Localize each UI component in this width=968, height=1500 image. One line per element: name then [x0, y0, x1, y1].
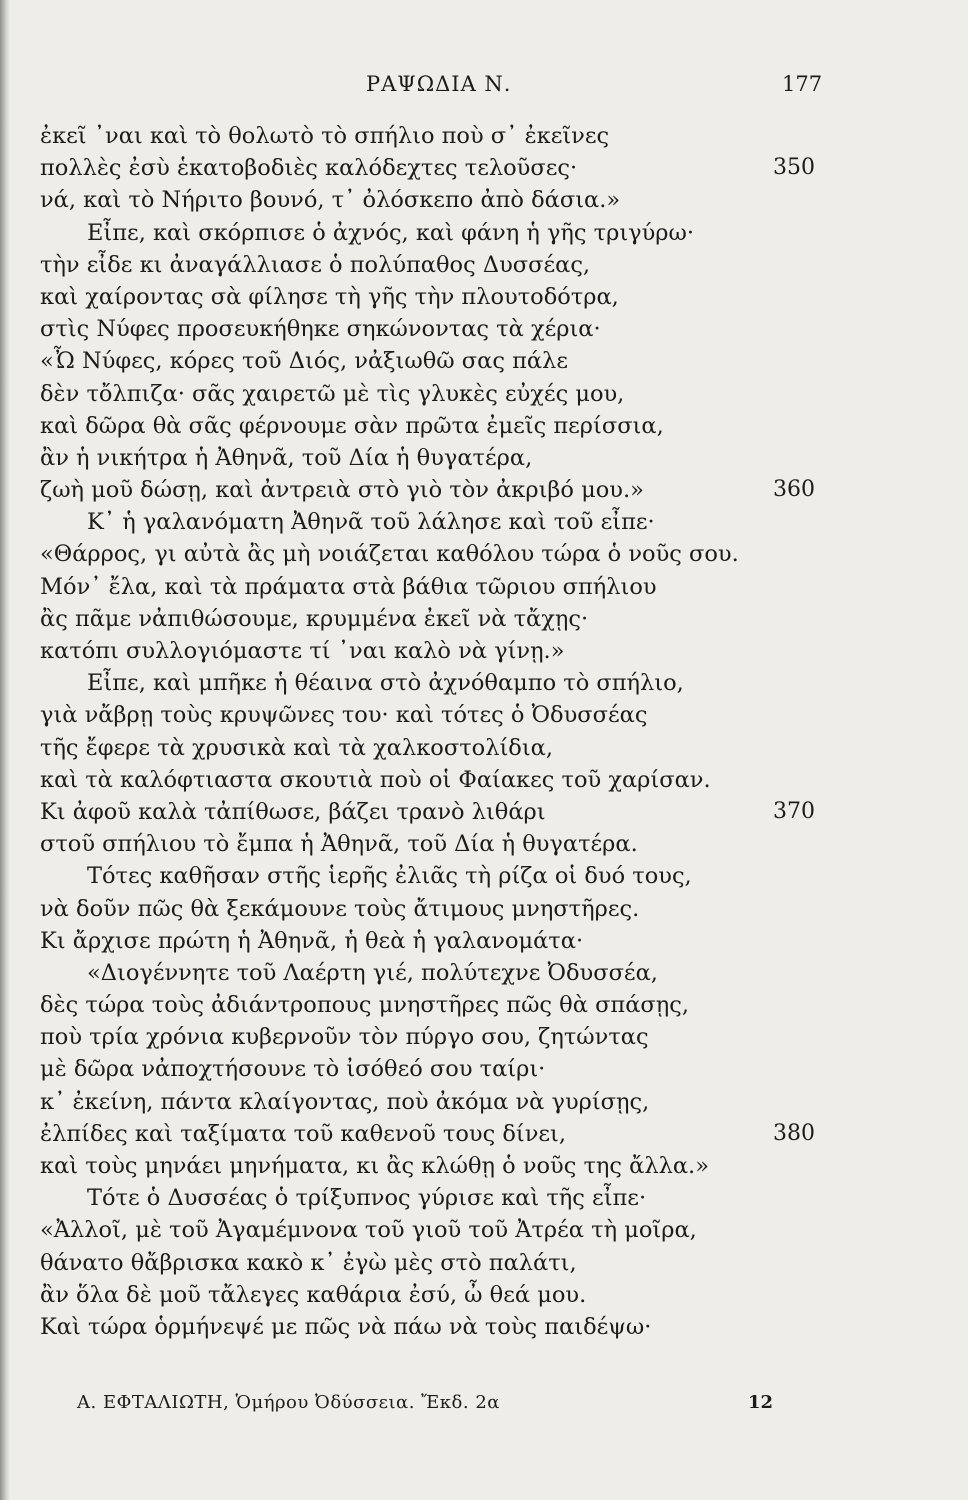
- verse-text: Τότες καθῆσαν στῆς ἱερῆς ἐλιᾶς τὴ ρίζα οἱ δυό τους,: [87, 863, 692, 890]
- verse-line: [40, 860, 820, 892]
- verse-text: νὰ δοῦν πῶς θὰ ξεκάμουνε τοὺς ἄτιμους μνηστῆρες.: [40, 895, 640, 922]
- line-number: 360: [773, 477, 815, 503]
- verse-text: ἂν ἡ νικήτρα ἡ Ἀθηνᾶ, τοῦ Δία ἡ θυγατέρα,: [40, 444, 533, 471]
- verse-line: [40, 635, 820, 667]
- verse-text: πολλὲς ἐσὺ ἑκατοβοδιὲς καλόδεχτες τελοῦσες·: [40, 155, 578, 182]
- page-footer: [0, 1392, 968, 1422]
- verse-text: Εἶπε, καὶ σκόρπισε ὁ ἀχνός, καὶ φάνη ἡ γῆς τριγύρω·: [87, 219, 695, 246]
- verse-line: [40, 1182, 820, 1214]
- verse-line: [40, 1279, 820, 1311]
- verse-text: νά, καὶ τὸ Νήριτο βουνό, τ᾿ ὀλόσκεπο ἀπὸ δάσια.»: [40, 187, 621, 214]
- verse-text: καὶ δῶρα θὰ σᾶς φέρνουμε σὰν πρῶτα ἐμεῖς περίσσια,: [40, 412, 664, 439]
- verse-line: [40, 184, 820, 216]
- verse-text: Καὶ τώρα ὁρμήνεψέ με πῶς νὰ πάω νὰ τοὺς παιδέψω·: [40, 1313, 652, 1340]
- verse-line: [40, 378, 820, 410]
- verse-text: ἂς πᾶμε νἀπιθώσουμε, κρυμμένα ἐκεῖ νὰ τἄχῃς·: [40, 605, 589, 632]
- verse-line: [40, 1021, 820, 1053]
- verse-body: [40, 120, 820, 1343]
- verse-line: [40, 249, 820, 281]
- verse-line: [40, 120, 820, 152]
- verse-text: Μόν᾿ ἔλα, καὶ τὰ πράματα στὰ βάθια τῶριου σπήλιου: [40, 573, 657, 600]
- verse-line: [40, 1086, 820, 1118]
- signature-mark: 12: [748, 1392, 774, 1413]
- verse-line: [40, 152, 820, 184]
- verse-text: Κ᾿ ἡ γαλανόματη Ἀθηνᾶ τοῦ λάλησε καὶ τοῦ εἶπε·: [87, 509, 655, 536]
- verse-line: [40, 1214, 820, 1246]
- verse-text: ἐκεῖ ᾿ναι καὶ τὸ θολωτὸ τὸ σπήλιο ποὺ σ᾿ ἐκεῖνες: [40, 123, 610, 149]
- page-number: 177: [782, 72, 823, 96]
- verse-text: «Ὦ Νύφες, κόρες τοῦ Διός, νἀξιωθῶ σας πάλε: [40, 348, 568, 375]
- verse-text: στοῦ σπήλιου τὸ ἔμπα ἡ Ἀθηνᾶ, τοῦ Δία ἡ θυγατέρα.: [40, 831, 638, 858]
- verse-line: [40, 732, 820, 764]
- verse-text: καὶ χαίροντας σὰ φίλησε τὴ γῆς τὴν πλουτοδότρα,: [40, 283, 619, 310]
- verse-text: «Θάρρος, γι αὐτὰ ἂς μὴ νοιάζεται καθόλου τώρα ὁ νοῦς σου.: [40, 541, 739, 568]
- verse-text: Κι ἄρχισε πρώτη ἡ Ἀθηνᾶ, ἡ θεὰ ἡ γαλανομάτα·: [40, 927, 584, 954]
- verse-text: Τότε ὁ Δυσσέας ὁ τρίξυπνος γύρισε καὶ τῆς εἶπε·: [87, 1185, 647, 1212]
- verse-text: «Διογέννητε τοῦ Λαέρτη γιέ, πολύτεχνε Ὀδυσσέα,: [87, 959, 658, 986]
- verse-text: θάνατο θἄβρισκα κακὸ κ᾿ ἐγὼ μὲς στὸ παλάτι,: [40, 1249, 577, 1276]
- footer-credit: Α. ΕΦΤΑΛΙΩΤΗ, Ὁμήρου Ὀδύσσεια. Ἔκδ. 2α: [77, 1392, 500, 1413]
- verse-line: [40, 571, 820, 603]
- verse-line: [40, 989, 820, 1021]
- line-number: 350: [773, 155, 815, 181]
- verse-line: [40, 217, 820, 249]
- verse-text: «Ἀλλοῖ, μὲ τοῦ Ἀγαμέμνονα τοῦ γιοῦ τοῦ Ἀτρέα τὴ μοῖρα,: [40, 1217, 697, 1244]
- binding-gutter: [0, 0, 10, 1500]
- verse-line: [40, 957, 820, 989]
- verse-text: γιὰ νἄβρῃ τοὺς κρυψῶνες του· καὶ τότες ὁ Ὀδυσσέας: [40, 702, 648, 729]
- verse-line: [40, 893, 820, 925]
- verse-text: ζωὴ μοῦ δώσῃ, καὶ ἀντρειὰ στὸ γιὸ τὸν ἀκριβό μου.»: [40, 477, 644, 504]
- verse-line: [40, 1150, 820, 1182]
- verse-line: [40, 764, 820, 796]
- verse-text: ἂν ὅλα δὲ μοῦ τἄλεγες καθάρια ἐσύ, ὦ θεά μου.: [40, 1281, 587, 1308]
- running-head: ΡΑΨΩΔΙΑ Ν.: [366, 72, 512, 96]
- verse-line: [40, 506, 820, 538]
- verse-text: τῆς ἔφερε τὰ χρυσικὰ καὶ τὰ χαλκοστολίδια,: [40, 734, 553, 761]
- verse-text: δὲς τώρα τοὺς ἀδιάντροπους μνηστῆρες πῶς θὰ σπάσῃς,: [40, 992, 690, 1019]
- verse-line: [40, 828, 820, 860]
- verse-text: Κι ἀφοῦ καλὰ τἀπίθωσε, βάζει τρανὸ λιθάρι: [40, 798, 546, 825]
- verse-text: ποὺ τρία χρόνια κυβερνοῦν τὸν πύργο σου, ζητώντας: [40, 1024, 649, 1051]
- verse-line: [40, 281, 820, 313]
- line-number: 380: [773, 1120, 815, 1146]
- verse-line: [40, 1053, 820, 1085]
- verse-text: δὲν τὄλπιζα· σᾶς χαιρετῶ μὲ τὶς γλυκὲς εὐχές μου,: [40, 380, 625, 407]
- verse-line: [40, 538, 820, 570]
- verse-line: [40, 410, 820, 442]
- line-number: 370: [773, 798, 815, 824]
- verse-text: στὶς Νύφες προσευκήθηκε σηκώνοντας τὰ χέρια·: [40, 316, 601, 343]
- verse-line: [40, 442, 820, 474]
- verse-line: [40, 796, 820, 828]
- verse-text: καὶ τὰ καλόφτιαστα σκουτιὰ ποὺ οἱ Φαίακες τοῦ χαρίσαν.: [40, 766, 711, 793]
- verse-text: Εἶπε, καὶ μπῆκε ἡ θέαινα στὸ ἀχνόθαμπο τὸ σπήλιο,: [87, 670, 684, 697]
- page-header: [0, 72, 968, 112]
- verse-text: κατόπι συλλογιόμαστε τί ᾿ναι καλὸ νὰ γίνῃ.»: [40, 638, 565, 664]
- verse-line: [40, 313, 820, 345]
- verse-line: [40, 667, 820, 699]
- verse-text: ἐλπίδες καὶ ταξίματα τοῦ καθενοῦ τους δίνει,: [40, 1120, 567, 1147]
- verse-line: [40, 603, 820, 635]
- verse-line: [40, 1311, 820, 1343]
- verse-line: [40, 1247, 820, 1279]
- verse-text: μὲ δῶρα νἀποχτήσουνε τὸ ἰσόθεό σου ταίρι·: [40, 1056, 546, 1083]
- verse-line: [40, 474, 820, 506]
- verse-line: [40, 925, 820, 957]
- verse-line: [40, 1118, 820, 1150]
- verse-text: κ᾿ ἐκείνη, πάντα κλαίγοντας, ποὺ ἀκόμα νὰ γυρίσῃς,: [40, 1088, 650, 1115]
- verse-line: [40, 699, 820, 731]
- verse-text: καὶ τοὺς μηνάει μηνήματα, κι ἂς κλώθῃ ὁ νοῦς της ἄλλα.»: [40, 1153, 709, 1179]
- verse-text: τὴν εἶδε κι ἀναγάλλιασε ὁ πολύπαθος Δυσσέας,: [40, 251, 591, 278]
- verse-line: [40, 345, 820, 377]
